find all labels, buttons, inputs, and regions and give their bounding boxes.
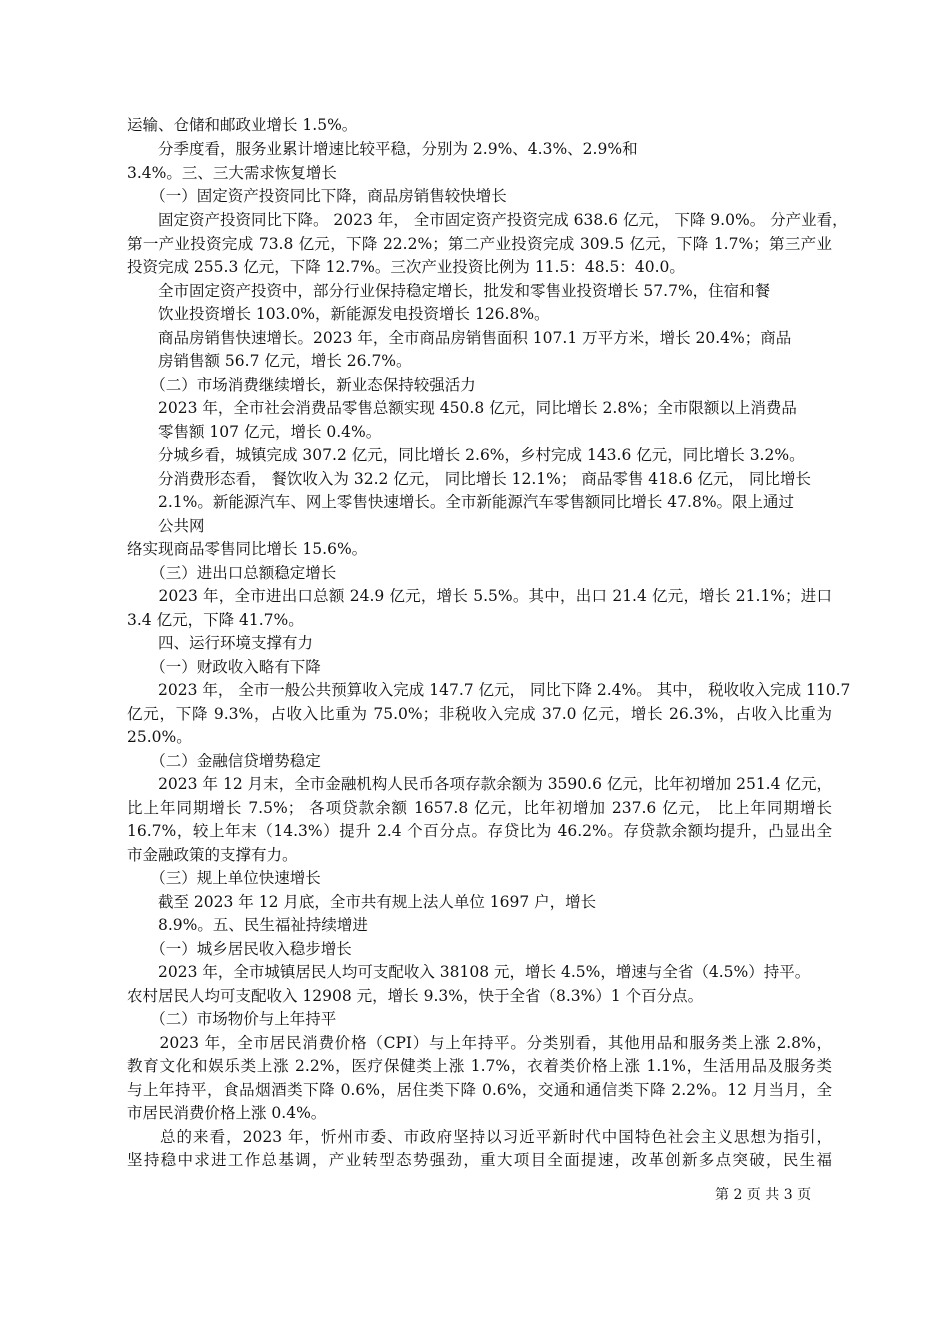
text-line: 市居民消费价格上涨 0.4%。 bbox=[127, 1104, 327, 1122]
text-line: 2.1%。新能源汽车、网上零售快速增长。全市新能源汽车零售额同比增长 47.8%。限上通过 bbox=[127, 493, 795, 511]
text-line: 与上年持平，食品烟酒类下降 0.6%，居住类下降 0.6%，交通和通信类下降 2.2%。12 月当月，全 bbox=[127, 1081, 832, 1099]
text-line: 分消费形态看， 餐饮收入为 32.2 亿元， 同比增长 12.1%； 商品零售 418.6 亿元， 同比增长 bbox=[127, 470, 811, 488]
section-heading: （二）市场物价与上年持平 bbox=[127, 1010, 337, 1028]
text-line: 截至 2023 年 12 月底，全市共有规上法人单位 1697 户，增长 bbox=[127, 893, 597, 911]
text-line: 教育文化和娱乐类上涨 2.2%，医疗保健类上涨 1.7%，衣着类价格上涨 1.1%，生活用品及服务类 bbox=[127, 1057, 832, 1075]
text-line: 络实现商品零售同比增长 15.6%。 bbox=[127, 540, 368, 558]
section-heading: （三）规上单位快速增长 bbox=[127, 869, 321, 887]
text-line: 固定资产投资同比下降。 2023 年， 全市固定资产投资完成 638.6 亿元， 下降 9.0%。 分产业看， bbox=[127, 211, 848, 229]
text-line: 16.7%，较上年末（14.3%）提升 2.4 个百分点。存贷比为 46.2%。存贷款余额均提升，凸显出全 bbox=[127, 822, 832, 840]
text-line: 2023 年，全市社会消费品零售总额实现 450.8 亿元，同比增长 2.8%；全市限额以上消费品 bbox=[127, 399, 797, 417]
section-heading: （一）财政收入略有下降 bbox=[127, 658, 321, 676]
text-line: 全市固定资产投资中，部分行业保持稳定增长，批发和零售业投资增长 57.7%，住宿和餐 bbox=[127, 282, 771, 300]
text-line: 2023 年 12 月末，全市金融机构人民币各项存款余额为 3590.6 亿元，比年初增加 251.4 亿元， bbox=[127, 775, 832, 793]
text-line: 2023 年，全市居民消费价格（CPI）与上年持平。分类别看，其他用品和服务类上涨 2.8%， bbox=[127, 1034, 832, 1052]
text-line: 2023 年，全市进出口总额 24.9 亿元，增长 5.5%。其中，出口 21.4 亿元，增长 21.1%；进口 bbox=[127, 587, 832, 605]
text-line: 2023 年，全市城镇居民人均可支配收入 38108 元，增长 4.5%，增速与全省（4.5%）持平。 bbox=[127, 963, 811, 981]
text-line: 运输、仓储和邮政业增长 1.5%。 bbox=[127, 116, 358, 134]
text-line: 2023 年， 全市一般公共预算收入完成 147.7 亿元， 同比下降 2.4%。 其中， 税收收入完成 110.7 bbox=[127, 681, 851, 699]
text-line: 商品房销售快速增长。2023 年，全市商品房销售面积 107.1 万平方米，增长 20.4%；商品 bbox=[127, 329, 792, 347]
text-line: 零售额 107 亿元，增长 0.4%。 bbox=[127, 423, 382, 441]
page-number-footer: 第 2 页 共 3 页 bbox=[715, 1187, 812, 1203]
text-line: 分季度看，服务业累计增速比较平稳，分别为 2.9%、4.3%、2.9%和 bbox=[127, 140, 638, 158]
text-line: 农村居民人均可支配收入 12908 元，增长 9.3%，快于全省（8.3%）1 个百分点。 bbox=[127, 987, 704, 1005]
section-heading: （一）固定资产投资同比下降，商品房销售较快增长 bbox=[127, 187, 507, 205]
text-line: 3.4%。三、三大需求恢复增长 bbox=[127, 164, 337, 182]
section-heading: 四、运行环境支撑有力 bbox=[127, 634, 314, 652]
section-heading: （一）城乡居民收入稳步增长 bbox=[127, 940, 352, 958]
text-line: 比上年同期增长 7.5%； 各项贷款余额 1657.8 亿元，比年初增加 237.6 亿元， 比上年同期增长 bbox=[127, 799, 832, 817]
text-line: 坚持稳中求进工作总基调，产业转型态势强劲，重大项目全面提速，改革创新多点突破，民生福 bbox=[127, 1151, 832, 1169]
section-heading: （三）进出口总额稳定增长 bbox=[127, 564, 337, 582]
text-line: 第一产业投资完成 73.8 亿元，下降 22.2%；第二产业投资完成 309.5 亿元，下降 1.7%；第三产业 bbox=[127, 235, 832, 253]
text-line: 总的来看，2023 年，忻州市委、市政府坚持以习近平新时代中国特色社会主义思想为指引， bbox=[127, 1128, 832, 1146]
text-line: 投资完成 255.3 亿元，下降 12.7%。三次产业投资比例为 11.5：48.5：40.0。 bbox=[127, 258, 685, 276]
section-heading: （二）市场消费继续增长，新业态保持较强活力 bbox=[127, 376, 476, 394]
text-line: 房销售额 56.7 亿元，增长 26.7%。 bbox=[127, 352, 412, 370]
text-line: 亿元，下降 9.3%，占收入比重为 75.0%；非税收入完成 37.0 亿元，增长 26.3%，占收入比重为 bbox=[127, 705, 832, 723]
text-line: 25.0%。 bbox=[127, 728, 192, 746]
text-line: 公共网 bbox=[127, 517, 205, 535]
text-line: 分城乡看，城镇完成 307.2 亿元，同比增长 2.6%，乡村完成 143.6 亿元，同比增长 3.2%。 bbox=[127, 446, 805, 464]
text-line: 饮业投资增长 103.0%，新能源发电投资增长 126.8%。 bbox=[127, 305, 550, 323]
text-line: 市金融政策的支撑有力。 bbox=[127, 846, 298, 864]
text-line: 8.9%。五、民生福祉持续增进 bbox=[127, 916, 368, 934]
section-heading: （二）金融信贷增势稳定 bbox=[127, 752, 321, 770]
text-line: 3.4 亿元，下降 41.7%。 bbox=[127, 611, 304, 629]
